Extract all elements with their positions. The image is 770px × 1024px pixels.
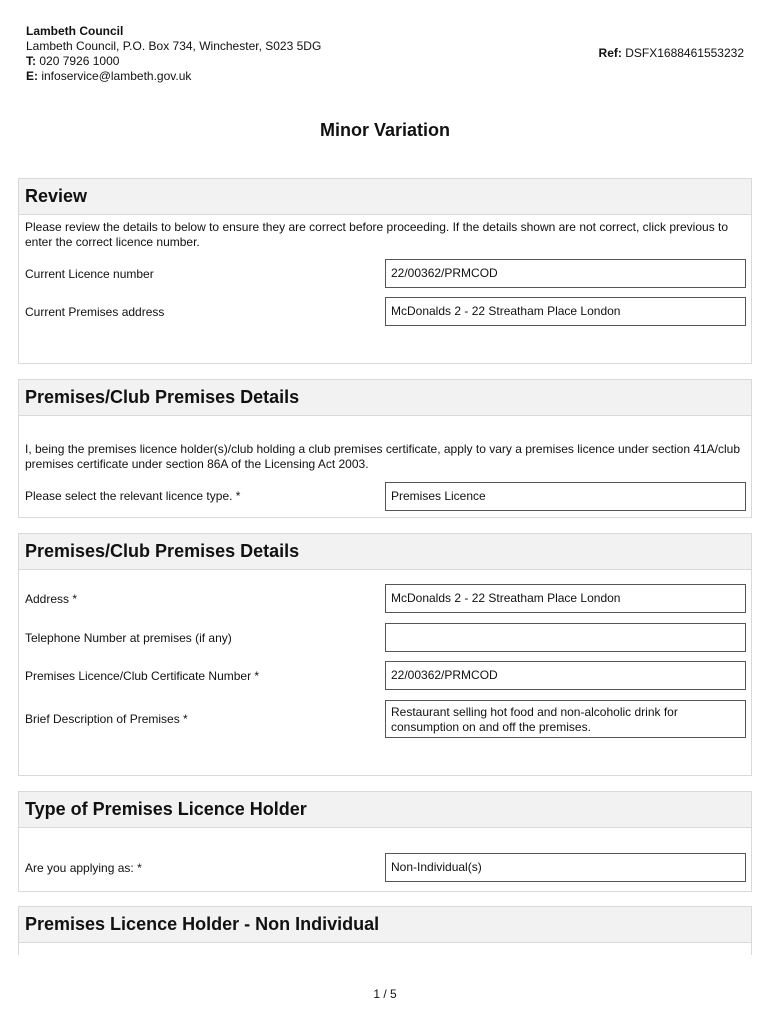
- applying-as-label: Are you applying as: *: [25, 861, 142, 875]
- premises-club-heading-1: Premises/Club Premises Details: [25, 387, 300, 407]
- premises-club-section-1: [18, 379, 752, 518]
- certificate-number-label: Premises Licence/Club Certificate Number *: [25, 669, 260, 683]
- review-intro: Please review the details to below to ensure they are correct before proceeding. If the details shown are not correct, click previous to enter the correct licence number.: [25, 220, 729, 249]
- premises-club-header-1: [19, 380, 751, 416]
- premises-club-header-2: [19, 534, 751, 570]
- phone-label: T:: [26, 54, 36, 68]
- licence-holder-type-section: [18, 791, 752, 892]
- premises-address-label: Current Premises address: [25, 305, 165, 319]
- address-label: Address *: [25, 592, 78, 606]
- review-header: [19, 179, 751, 215]
- council-address: Lambeth Council, P.O. Box 734, Winchester, S023 5DG: [26, 39, 322, 53]
- premises-club-heading-2: Premises/Club Premises Details: [25, 541, 300, 561]
- review-heading: Review: [25, 186, 88, 206]
- licence-holder-non-individual-heading: Premises Licence Holder - Non Individual: [25, 914, 380, 934]
- licence-holder-non-individual-header: [19, 907, 751, 943]
- certificate-number-field[interactable]: 22/00362/PRMCOD: [385, 661, 746, 690]
- licence-number-label: Current Licence number: [25, 267, 154, 281]
- document-title: Minor Variation: [319, 120, 451, 140]
- licence-holder-type-heading: Type of Premises Licence Holder: [25, 799, 307, 819]
- council-email: [26, 69, 321, 84]
- ref-value: DSFX1688461553232: [625, 46, 744, 60]
- licence-type-field[interactable]: Premises Licence: [385, 482, 746, 511]
- reference: [599, 46, 744, 60]
- premises-address-field[interactable]: McDonalds 2 - 22 Streatham Place London: [385, 297, 746, 326]
- address-field[interactable]: McDonalds 2 - 22 Streatham Place London: [385, 584, 746, 613]
- email-value: infoservice@lambeth.gov.uk: [41, 69, 192, 83]
- council-phone: [26, 54, 321, 69]
- council-contact-block: [26, 24, 321, 84]
- phone-value: 020 7926 1000: [39, 54, 120, 68]
- page-number: 1 / 5: [373, 987, 397, 1001]
- ref-label: Ref:: [598, 46, 622, 60]
- licence-number-field[interactable]: 22/00362/PRMCOD: [385, 259, 746, 288]
- licence-holder-non-individual-section: [18, 906, 752, 955]
- council-name: Lambeth Council: [26, 24, 124, 38]
- telephone-label: Telephone Number at premises (if any): [25, 631, 232, 645]
- licence-holder-type-header: [19, 792, 751, 828]
- email-label: E:: [26, 69, 38, 83]
- applying-as-field[interactable]: Non-Individual(s): [385, 853, 746, 882]
- telephone-field[interactable]: [385, 623, 746, 652]
- premises-club-intro: I, being the premises licence holder(s)/club holding a club premises certificate, apply to vary a premises licence under section 41A/club premises certificate under section 86A of the Licensing Act 2003.: [25, 442, 741, 471]
- premises-club-section-2: [18, 533, 752, 776]
- licence-type-label: Please select the relevant licence type. *: [25, 489, 241, 503]
- description-label: Brief Description of Premises *: [25, 712, 188, 726]
- description-field[interactable]: Restaurant selling hot food and non-alcoholic drink for consumption on and off the premises.: [385, 700, 746, 738]
- review-section: [18, 178, 752, 364]
